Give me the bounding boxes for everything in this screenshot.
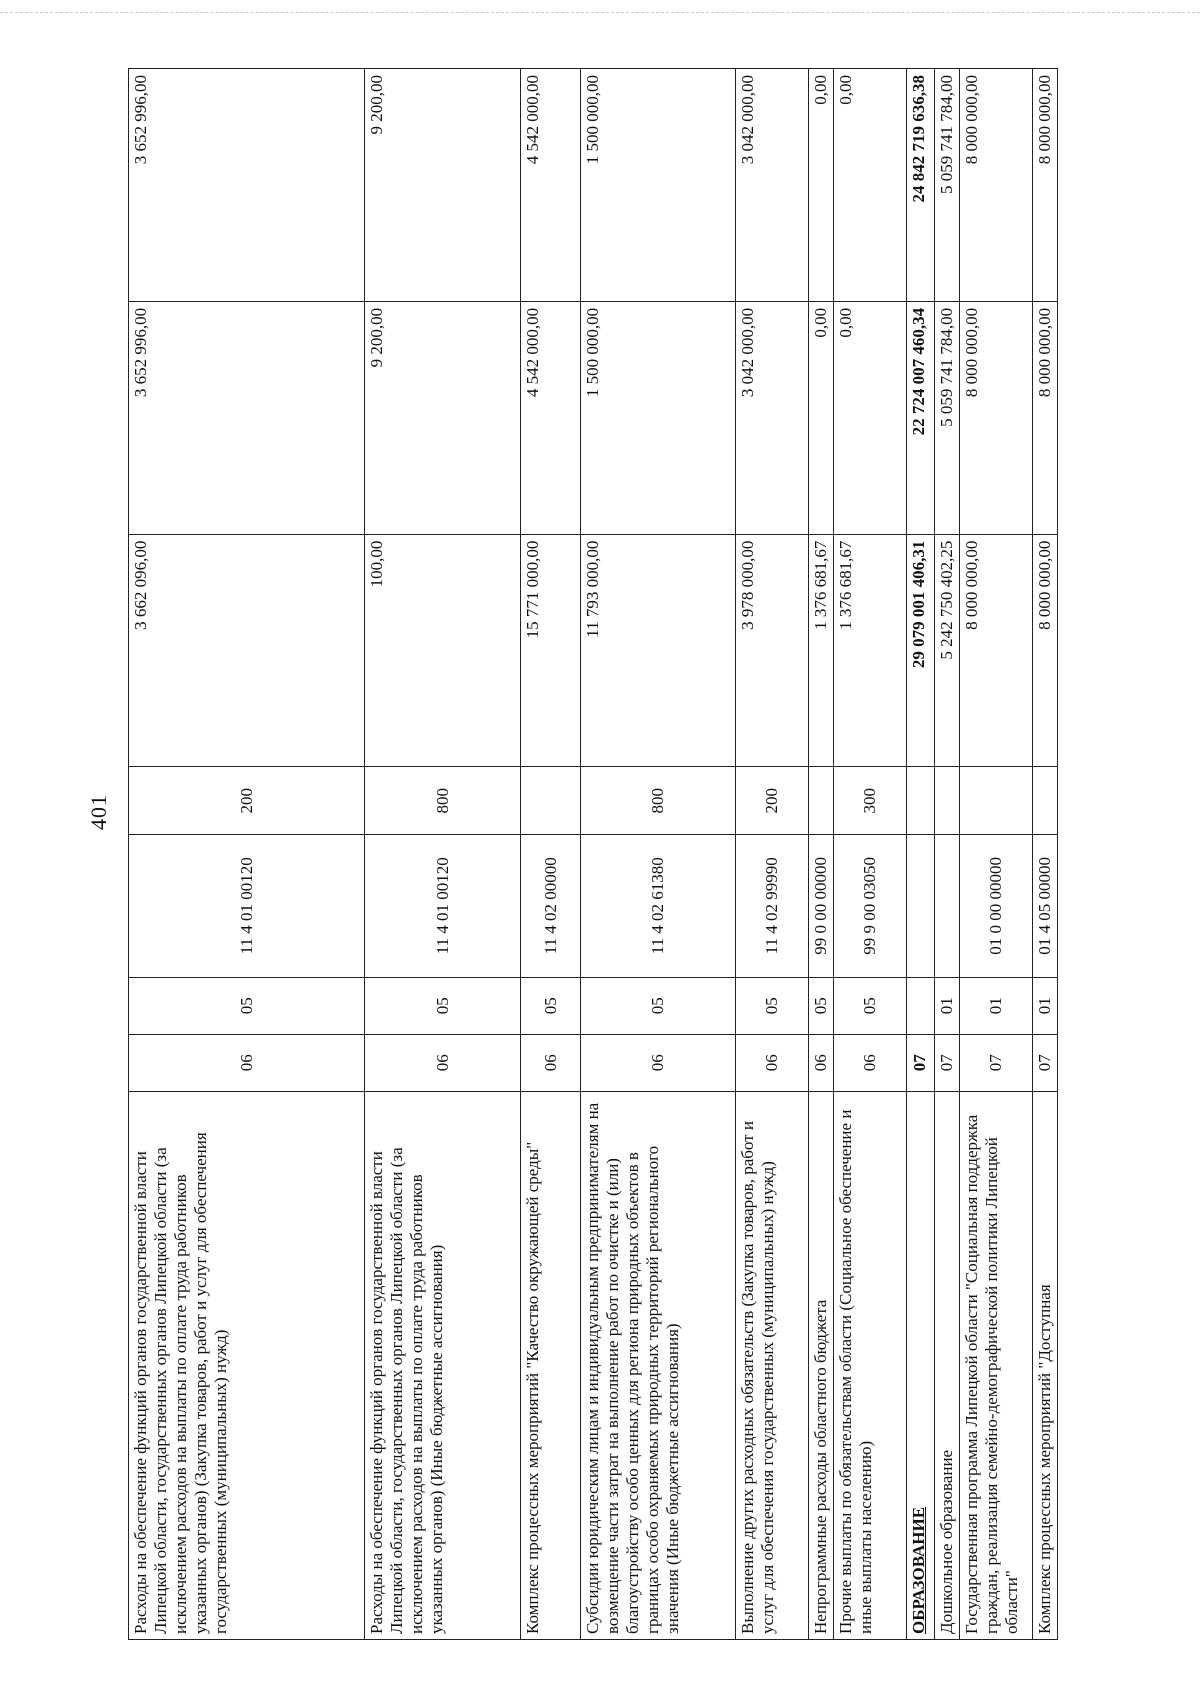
amount-3-cell: 8 000 000,00 xyxy=(1032,69,1057,302)
amount-1-cell: 1 376 681,67 xyxy=(833,534,906,767)
expense-type-code-cell: 300 xyxy=(833,767,906,835)
section-code-cell: 06 xyxy=(581,1034,736,1091)
amount-3-cell: 1 500 000,00 xyxy=(581,69,736,302)
section-code-cell: 06 xyxy=(521,1034,581,1091)
subsection-code-cell: 05 xyxy=(809,977,834,1034)
amount-1-cell: 29 079 001 406,31 xyxy=(906,534,934,767)
amount-3-cell: 8 000 000,00 xyxy=(959,69,1032,302)
expense-name-cell: Субсидии юридическим лицам и индивидуальным предпринимателям на возмещение части затрат на выполнение работ по очистке и (или) благоустройству особо ценных для региона природных объектов в границах особо охраняемых природных территорий регионального значения (Иные бюджетные ассигнования) xyxy=(581,1091,736,1639)
subsection-code-cell: 05 xyxy=(833,977,906,1034)
table-row xyxy=(365,69,521,1640)
section-code-cell: 06 xyxy=(809,1034,834,1091)
expense-type-code-cell xyxy=(906,767,934,835)
amount-1-cell: 8 000 000,00 xyxy=(959,534,1032,767)
expense-name-cell: Государственная программа Липецкой области "Социальная поддержка граждан, реализация семейно-демографической политики Липецкой области" xyxy=(959,1091,1032,1639)
amount-2-cell: 8 000 000,00 xyxy=(1032,301,1057,534)
amount-1-cell: 15 771 000,00 xyxy=(521,534,581,767)
target-article-code-cell: 01 0 00 00000 xyxy=(959,835,1032,978)
target-article-code-cell: 99 0 00 00000 xyxy=(809,835,834,978)
amount-1-cell: 3 662 096,00 xyxy=(129,534,365,767)
amount-3-cell: 0,00 xyxy=(809,69,834,302)
target-article-code-cell: 11 4 02 00000 xyxy=(521,835,581,978)
budget-table-rotated xyxy=(128,68,1054,1640)
amount-2-cell: 5 059 741 784,00 xyxy=(934,301,959,534)
amount-3-cell: 3 042 000,00 xyxy=(736,69,809,302)
amount-1-cell: 8 000 000,00 xyxy=(1032,534,1057,767)
table-row xyxy=(581,69,736,1640)
expense-name-cell: Комплекс процессных мероприятий "Качество окружающей среды" xyxy=(521,1091,581,1639)
amount-2-cell: 3 042 000,00 xyxy=(736,301,809,534)
amount-2-cell: 0,00 xyxy=(833,301,906,534)
target-article-code-cell: 11 4 01 00120 xyxy=(129,835,365,978)
table-row xyxy=(809,69,834,1640)
expense-type-code-cell: 200 xyxy=(129,767,365,835)
table-row xyxy=(129,69,365,1640)
expense-name-cell: Комплекс процессных мероприятий "Доступная xyxy=(1032,1091,1057,1639)
subsection-code-cell: 05 xyxy=(521,977,581,1034)
amount-3-cell: 0,00 xyxy=(833,69,906,302)
section-code-cell: 07 xyxy=(959,1034,1032,1091)
expense-type-code-cell xyxy=(934,767,959,835)
table-row xyxy=(521,69,581,1640)
section-code-cell: 06 xyxy=(736,1034,809,1091)
target-article-code-cell: 11 4 01 00120 xyxy=(365,835,521,978)
subsection-code-cell: 01 xyxy=(1032,977,1057,1034)
amount-1-cell: 100,00 xyxy=(365,534,521,767)
target-article-code-cell xyxy=(934,835,959,978)
amount-3-cell: 5 059 741 784,00 xyxy=(934,69,959,302)
amount-2-cell: 3 652 996,00 xyxy=(129,301,365,534)
target-article-code-cell: 99 9 00 03050 xyxy=(833,835,906,978)
subsection-code-cell xyxy=(906,977,934,1034)
expense-type-code-cell: 200 xyxy=(736,767,809,835)
amount-1-cell: 11 793 000,00 xyxy=(581,534,736,767)
table-row xyxy=(736,69,809,1640)
section-code-cell: 06 xyxy=(833,1034,906,1091)
expense-type-code-cell xyxy=(521,767,581,835)
amount-1-cell: 1 376 681,67 xyxy=(809,534,834,767)
expense-type-code-cell: 800 xyxy=(365,767,521,835)
target-article-code-cell: 11 4 02 99990 xyxy=(736,835,809,978)
expense-type-code-cell xyxy=(1032,767,1057,835)
section-code-cell: 06 xyxy=(365,1034,521,1091)
amount-1-cell: 3 978 000,00 xyxy=(736,534,809,767)
subsection-code-cell: 05 xyxy=(581,977,736,1034)
subsection-code-cell: 05 xyxy=(129,977,365,1034)
section-code-cell: 07 xyxy=(934,1034,959,1091)
expense-name-cell: Расходы на обеспечение функций органов государственной власти Липецкой области, государственных органов Липецкой области (за исключением расходов на выплаты по оплате труда работников указанных органов) (Закупка товаров, работ и услуг для обеспечения государственных (муниципальных) нужд) xyxy=(129,1091,365,1639)
expense-name-cell: Выполнение других расходных обязательств (Закупка товаров, работ и услуг для обеспечения государственных (муниципальных) нужд) xyxy=(736,1091,809,1639)
expense-type-code-cell xyxy=(809,767,834,835)
amount-2-cell: 0,00 xyxy=(809,301,834,534)
expense-name-cell: Расходы на обеспечение функций органов государственной власти Липецкой области, государственных органов Липецкой области (за исключением расходов на выплаты по оплате труда работников указанных органов) (Иные бюджетные ассигнования) xyxy=(365,1091,521,1639)
page-number: 401 xyxy=(86,794,111,830)
target-article-code-cell: 01 4 05 00000 xyxy=(1032,835,1057,978)
table-row xyxy=(1032,69,1057,1640)
table-row xyxy=(833,69,906,1640)
amount-2-cell: 4 542 000,00 xyxy=(521,301,581,534)
expense-name-cell: ОБРАЗОВАНИЕ xyxy=(906,1091,934,1639)
section-code-cell: 07 xyxy=(906,1034,934,1091)
amount-2-cell: 1 500 000,00 xyxy=(581,301,736,534)
expense-type-code-cell: 800 xyxy=(581,767,736,835)
expense-name-cell: Непрограммные расходы областного бюджета xyxy=(809,1091,834,1639)
expense-name-cell: Дошкольное образование xyxy=(934,1091,959,1639)
amount-2-cell: 8 000 000,00 xyxy=(959,301,1032,534)
expense-name-cell: Прочие выплаты по обязательствам области (Социальное обеспечение и иные выплаты населению) xyxy=(833,1091,906,1639)
amount-3-cell: 24 842 719 636,38 xyxy=(906,69,934,302)
table-row xyxy=(959,69,1032,1640)
amount-2-cell: 9 200,00 xyxy=(365,301,521,534)
subsection-code-cell: 01 xyxy=(934,977,959,1034)
amount-2-cell: 22 724 007 460,34 xyxy=(906,301,934,534)
table-row xyxy=(934,69,959,1640)
section-code-cell: 07 xyxy=(1032,1034,1057,1091)
subsection-code-cell: 01 xyxy=(959,977,1032,1034)
scan-top-edge xyxy=(0,12,1200,13)
amount-3-cell: 4 542 000,00 xyxy=(521,69,581,302)
budget-table xyxy=(128,68,1058,1640)
target-article-code-cell: 11 4 02 61380 xyxy=(581,835,736,978)
section-code-cell: 06 xyxy=(129,1034,365,1091)
expense-type-code-cell xyxy=(959,767,1032,835)
amount-3-cell: 3 652 996,00 xyxy=(129,69,365,302)
amount-1-cell: 5 242 750 402,25 xyxy=(934,534,959,767)
subsection-code-cell: 05 xyxy=(736,977,809,1034)
table-row xyxy=(906,69,934,1640)
amount-3-cell: 9 200,00 xyxy=(365,69,521,302)
subsection-code-cell: 05 xyxy=(365,977,521,1034)
target-article-code-cell xyxy=(906,835,934,978)
